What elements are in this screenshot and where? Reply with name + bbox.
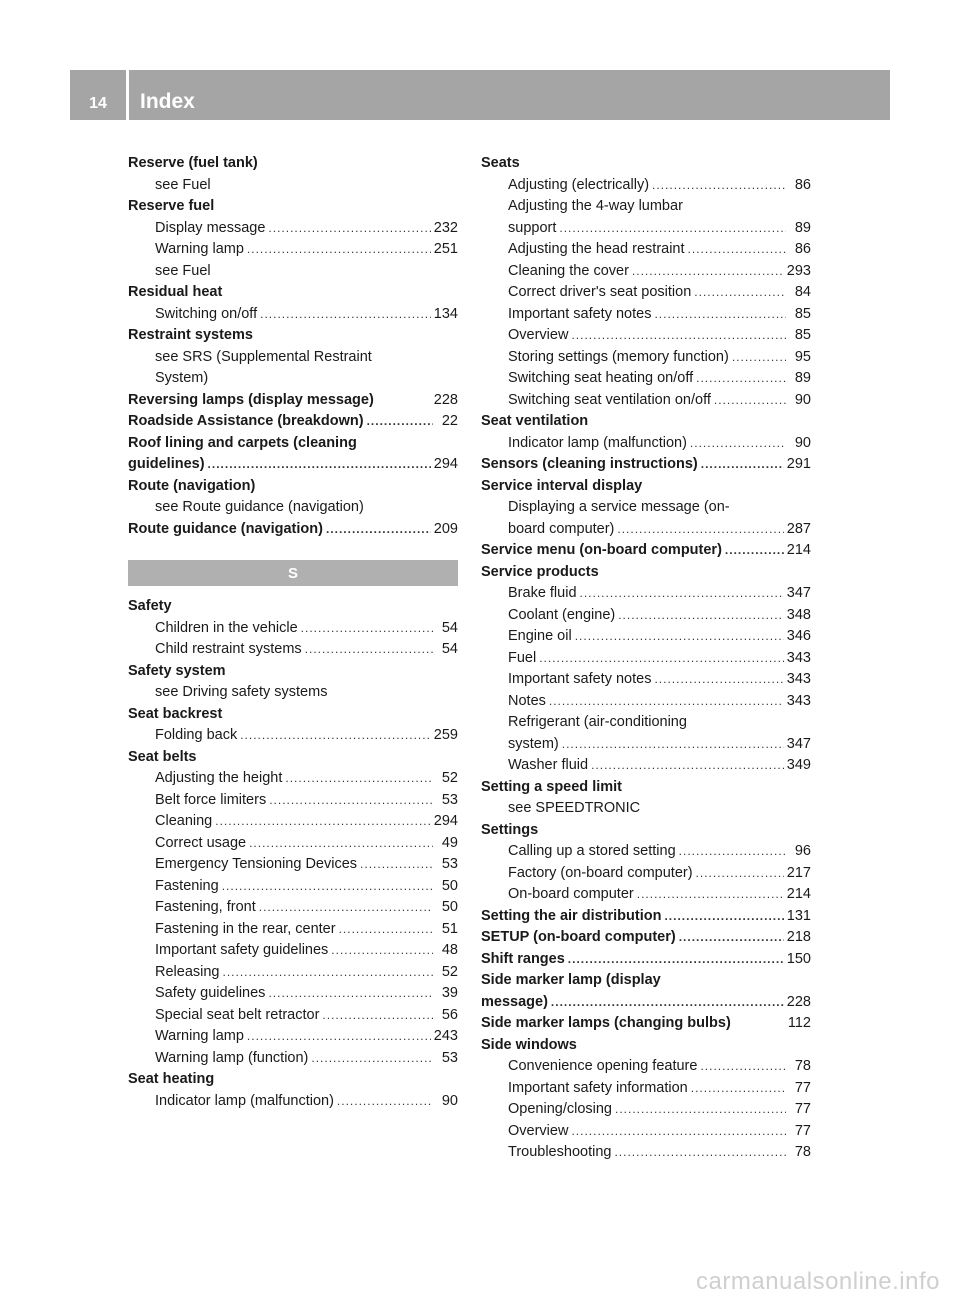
index-entry[interactable] [128,639,458,661]
index-entry-label: SETUP (on-board computer) [481,929,676,945]
index-entry[interactable] [481,648,811,670]
index-entry[interactable] [128,1048,458,1070]
index-entry-label: Indicator lamp (malfunction) [508,434,687,451]
leader-dots [617,519,783,541]
leader-dots [260,304,431,326]
leader-dots [269,790,433,812]
index-entry-label: Important safety notes [508,671,652,687]
index-entry-label: Fastening [155,877,219,894]
index-entry[interactable] [481,927,811,949]
leader-dots [690,433,786,455]
index-entry[interactable] [481,734,811,756]
index-entry[interactable] [481,454,811,476]
page-ref[interactable]: 214 [786,542,811,558]
index-entry[interactable] [481,261,811,283]
index-entry-label: Washer fluid [508,757,589,773]
leader-dots [223,962,434,984]
page-ref[interactable]: 90 [794,391,811,408]
page-ref[interactable]: 77 [794,1101,811,1117]
index-entry[interactable] [481,519,811,541]
page-ref[interactable]: 85 [794,327,811,343]
index-entry[interactable] [481,282,811,304]
index-entry[interactable] [481,239,811,261]
page-ref[interactable]: 251 [433,241,458,257]
index-entry[interactable] [128,618,458,640]
leader-dots [732,347,786,369]
index-entry-label: Notes [508,692,546,709]
index-entry[interactable] [128,854,458,876]
index-entry-label: Special seat belt retractor [155,1006,320,1023]
index-entry[interactable] [481,884,811,906]
index-entry[interactable] [128,304,458,326]
leader-dots [637,884,784,906]
index-entry[interactable] [128,411,458,433]
page-ref[interactable]: 150 [786,950,811,967]
index-see-ref: see Fuel [155,176,211,193]
index-entry-label: Engine oil [508,628,572,644]
index-entry[interactable] [481,949,811,971]
leader-dots [696,368,786,390]
index-entry[interactable] [481,1056,811,1078]
page-ref[interactable]: 56 [441,1006,458,1023]
index-entry-label: Correct usage [155,834,247,851]
leader-dots [247,239,431,261]
index-entry-label: Display message [155,219,266,236]
leader-dots [240,725,431,747]
index-entry-label: Fuel [508,649,537,666]
page-ref[interactable]: 294 [433,456,458,472]
index-entry[interactable] [481,540,811,562]
index-heading: Service products [481,563,599,580]
index-heading: Restraint systems [128,327,253,343]
index-entry-label: Adjusting the head restraint [508,241,685,257]
index-entry-label: guidelines) [128,456,205,472]
page-ref[interactable]: 89 [794,370,811,386]
page-ref[interactable]: 48 [441,942,458,958]
page-ref[interactable]: 287 [786,520,811,537]
leader-dots [725,540,784,562]
index-entry[interactable] [128,454,458,476]
page-ref[interactable]: 52 [441,963,458,980]
index-entry-label: Calling up a stored setting [508,843,676,859]
page-ref[interactable]: 89 [794,219,811,236]
index-heading: Side windows [481,1036,577,1053]
leader-dots [222,876,433,898]
index-entry-label: Coolant (engine) [508,606,616,623]
leader-dots [591,755,784,777]
page-ref[interactable]: 86 [794,241,811,257]
page-ref[interactable]: 51 [441,920,458,937]
page-ref[interactable]: 50 [441,899,458,915]
index-entry-label: Sensors (cleaning instructions) [481,456,698,472]
index-see-ref: see SPEEDTRONIC [508,800,641,816]
page-ref[interactable]: 259 [433,727,458,743]
leader-dots [691,1078,786,1100]
leader-dots [615,1099,786,1121]
index-entry[interactable] [128,239,458,261]
index-entry[interactable] [481,583,811,605]
index-see-ref: see SRS (Supplemental Restraint System) [155,348,372,386]
page-header [70,70,890,120]
leader-dots [311,1048,433,1070]
page-ref[interactable]: 134 [433,305,458,322]
leader-dots [654,304,786,326]
page-ref[interactable]: 85 [794,305,811,322]
index-heading: Safety [128,598,172,614]
index-entry[interactable] [128,1026,458,1048]
index-entry-label: Brake fluid [508,585,577,601]
leader-dots [247,1026,431,1048]
page-ref[interactable]: 346 [786,628,811,644]
index-entry[interactable] [128,218,458,240]
page-ref[interactable]: 84 [794,284,811,300]
index-entry[interactable] [128,897,458,919]
index-heading: Seat heating [128,1071,215,1087]
index-entry[interactable] [128,790,458,812]
page-ref[interactable]: 78 [794,1144,811,1160]
index-heading: Seat backrest [128,705,223,722]
index-entry-label: message) [481,993,548,1010]
page-ref[interactable]: 78 [794,1058,811,1074]
index-entry[interactable] [481,175,811,197]
header-divider [126,70,129,120]
leader-dots [575,626,784,648]
index-entry-label: Fastening in the rear, center [155,920,336,937]
index-entry[interactable] [481,1078,811,1100]
page-ref[interactable]: 53 [441,856,458,872]
index-entry[interactable] [481,1013,811,1035]
index-entry-label: Emergency Tensioning Devices [155,856,358,872]
page-ref[interactable]: 209 [433,520,458,537]
leader-dots [714,390,786,412]
leader-dots [549,691,784,713]
section-letter-bar: S [128,560,458,586]
page-ref[interactable]: 214 [786,886,811,902]
leader-dots [559,218,786,240]
page-ref[interactable]: 343 [786,692,811,709]
index-entry-label: Important safety notes [508,305,652,322]
page-ref[interactable]: 53 [441,791,458,808]
index-heading: Side marker lamp (display [481,972,661,988]
index-column-right [481,153,811,1164]
index-entry-label: Storing settings (memory function) [508,348,729,365]
index-entry-label: Fastening, front [155,899,256,915]
page-ref[interactable]: 347 [786,585,811,601]
page-ref[interactable]: 90 [441,1092,458,1109]
index-entry-label: Important safety guidelines [155,942,329,958]
index-entry[interactable] [481,691,811,713]
index-entry[interactable] [128,519,458,541]
index-entry-label: Adjusting (electrically) [508,176,650,193]
page-ref[interactable]: 53 [441,1049,458,1066]
index-entry[interactable] [481,1099,811,1121]
index-entry-label: Children in the vehicle [155,619,298,636]
index-column-left [128,153,458,1112]
leader-dots [551,992,784,1014]
index-heading: Seat ventilation [481,413,589,429]
page-ref[interactable]: 232 [433,219,458,236]
page-ref[interactable]: 49 [441,834,458,851]
index-entry[interactable] [128,919,458,941]
page-ref[interactable]: 96 [794,843,811,859]
index-entry-label: Shift ranges [481,950,565,967]
page-ref[interactable]: 343 [786,671,811,687]
page-ref[interactable]: 228 [786,993,811,1010]
leader-dots [571,325,786,347]
index-heading: Setting a speed limit [481,778,622,795]
index-entry-label: Child restraint systems [155,641,302,657]
index-entry-label: Factory (on-board computer) [508,864,693,881]
index-heading: Roof lining and carpets (cleaning [128,434,357,451]
page-ref[interactable]: 77 [794,1122,811,1139]
index-heading: Route (navigation) [128,477,256,494]
index-entry[interactable] [128,1005,458,1027]
index-entry[interactable] [481,626,811,648]
index-entry[interactable] [481,669,811,691]
index-heading: Reserve fuel [128,198,215,214]
index-entry-label: Roadside Assistance (breakdown) [128,413,364,429]
leader-dots [688,239,786,261]
index-entry[interactable] [481,1142,811,1164]
leader-dots [632,261,784,283]
index-entry[interactable] [481,605,811,627]
index-entry[interactable] [128,983,458,1005]
leader-dots [679,841,786,863]
page-ref[interactable]: 52 [441,770,458,786]
leader-dots [696,863,784,885]
index-entry-label: Indicator lamp (malfunction) [155,1092,334,1109]
index-entry-label: Route guidance (navigation) [128,520,323,537]
index-entry[interactable] [128,962,458,984]
index-entry-label: system) [508,735,559,752]
leader-dots [539,648,784,670]
leader-dots [337,1091,433,1113]
index-heading: Safety system [128,662,226,679]
index-entry-label: Cleaning [155,813,213,829]
page-ref[interactable]: 349 [786,757,811,773]
index-entry[interactable] [128,1091,458,1113]
index-entry[interactable] [128,768,458,790]
index-heading: Service interval display [481,477,643,494]
index-entry[interactable] [481,368,811,390]
index-entry-label: board computer) [508,520,615,537]
leader-dots [568,949,784,971]
index-entry-label: Troubleshooting [508,1144,612,1160]
index-entry-label: Cleaning the cover [508,262,629,279]
page-ref[interactable]: 347 [786,735,811,752]
leader-dots [562,734,784,756]
page-ref[interactable]: 293 [786,262,811,279]
page-ref[interactable]: 22 [441,413,458,429]
index-entry-label: Warning lamp [155,1028,244,1044]
index-entry-label: Important safety information [508,1079,688,1096]
index-entry-label: Opening/closing [508,1101,612,1117]
index-entry-label: Switching seat heating on/off [508,370,694,386]
index-entry[interactable] [481,906,811,928]
index-see-ref: see Fuel [155,262,211,279]
leader-dots [360,854,433,876]
index-entry-label: Belt force limiters [155,791,267,808]
index-entry-label: Refrigerant (air-conditioning [508,714,687,730]
index-entry[interactable] [128,811,458,833]
leader-dots [700,1056,786,1078]
leader-dots [322,1005,433,1027]
leader-dots [285,768,433,790]
index-heading: Settings [481,821,539,838]
index-entry-label: Warning lamp (function) [155,1049,309,1066]
index-entry[interactable] [128,940,458,962]
leader-dots [679,927,784,949]
index-heading: Seat belts [128,748,197,765]
index-heading: Seats [481,155,520,171]
index-entry-label: Switching on/off [155,305,258,322]
index-entry-label: Safety guidelines [155,985,266,1001]
leader-dots [305,639,433,661]
page-ref[interactable]: 217 [786,864,811,881]
page-ref[interactable]: 95 [794,348,811,365]
page-ref[interactable]: 90 [794,434,811,451]
index-entry-label: Displaying a service message (on- [508,499,730,515]
index-entry-label: Releasing [155,963,220,980]
index-entry-label: Convenience opening feature [508,1058,698,1074]
leader-dots [339,919,433,941]
leader-dots [618,605,784,627]
index-entry-label: Correct driver's seat position [508,284,692,300]
index-entry[interactable] [481,390,811,412]
index-entry-label: Reversing lamps (display message) [128,391,374,408]
leader-dots [654,669,783,691]
leader-dots [259,897,433,919]
page-ref[interactable]: 348 [786,606,811,623]
page-number: 14 [89,95,107,112]
page-ref[interactable]: 294 [433,813,458,829]
leader-dots [694,282,786,304]
index-entry[interactable] [481,992,811,1014]
page-ref[interactable]: 86 [794,176,811,193]
index-entry-label: Overview [508,1122,569,1139]
leader-dots [208,454,431,476]
leader-dots [614,1142,786,1164]
index-entry[interactable] [481,433,811,455]
index-entry-label: support [508,219,557,236]
leader-dots [652,175,786,197]
index-entry-label: Switching seat ventilation on/off [508,391,711,408]
index-entry[interactable] [128,725,458,747]
page-ref[interactable]: 112 [787,1015,811,1031]
index-entry[interactable] [481,218,811,240]
page-ref[interactable]: 243 [433,1028,458,1044]
index-entry[interactable] [481,755,811,777]
index-entry-label: Folding back [155,727,238,743]
index-entry[interactable] [481,1121,811,1143]
page-ref[interactable]: 54 [441,619,458,636]
index-entry-label: Setting the air distribution [481,907,662,924]
index-entry[interactable] [128,390,458,412]
index-entry[interactable] [481,304,811,326]
page-ref[interactable]: 50 [441,877,458,894]
leader-dots [326,519,431,541]
page-ref[interactable]: 39 [441,985,458,1001]
index-entry-label: Adjusting the height [155,770,283,786]
index-entry[interactable] [481,347,811,369]
leader-dots [580,583,784,605]
page-ref[interactable]: 54 [441,641,458,657]
index-entry-label: Overview [508,327,569,343]
page-title: Index [140,90,195,113]
page-ref[interactable]: 131 [786,907,811,924]
index-entry-label: Service menu (on-board computer) [481,542,722,558]
page-ref[interactable]: 77 [794,1079,811,1096]
leader-dots [367,411,433,433]
page-ref[interactable]: 343 [786,649,811,666]
page-ref[interactable]: 228 [433,391,458,408]
leader-dots [331,940,433,962]
index-entry[interactable] [481,325,811,347]
index-entry[interactable] [128,876,458,898]
index-see-ref: see Route guidance (navigation) [155,499,364,515]
page-ref[interactable]: 291 [786,456,811,472]
leader-dots [268,218,430,240]
index-entry[interactable] [481,841,811,863]
index-see-ref: see Driving safety systems [155,684,328,700]
index-entry-label: Warning lamp [155,241,244,257]
leader-dots [215,811,431,833]
index-entry-label: Side marker lamps (changing bulbs) [481,1015,731,1031]
leader-dots [249,833,433,855]
index-heading: Reserve (fuel tank) [128,155,258,171]
index-entry-label: On-board computer [508,886,634,902]
leader-dots [701,454,784,476]
leader-dots [571,1121,786,1143]
page-ref[interactable]: 218 [786,929,811,945]
index-entry-label: Adjusting the 4-way lumbar [508,198,683,214]
index-entry[interactable] [128,833,458,855]
leader-dots [664,906,783,928]
leader-dots [301,618,433,640]
leader-dots [268,983,433,1005]
watermark: carmanualsonline.info [696,1268,940,1295]
index-entry[interactable] [481,863,811,885]
index-heading: Residual heat [128,284,223,300]
